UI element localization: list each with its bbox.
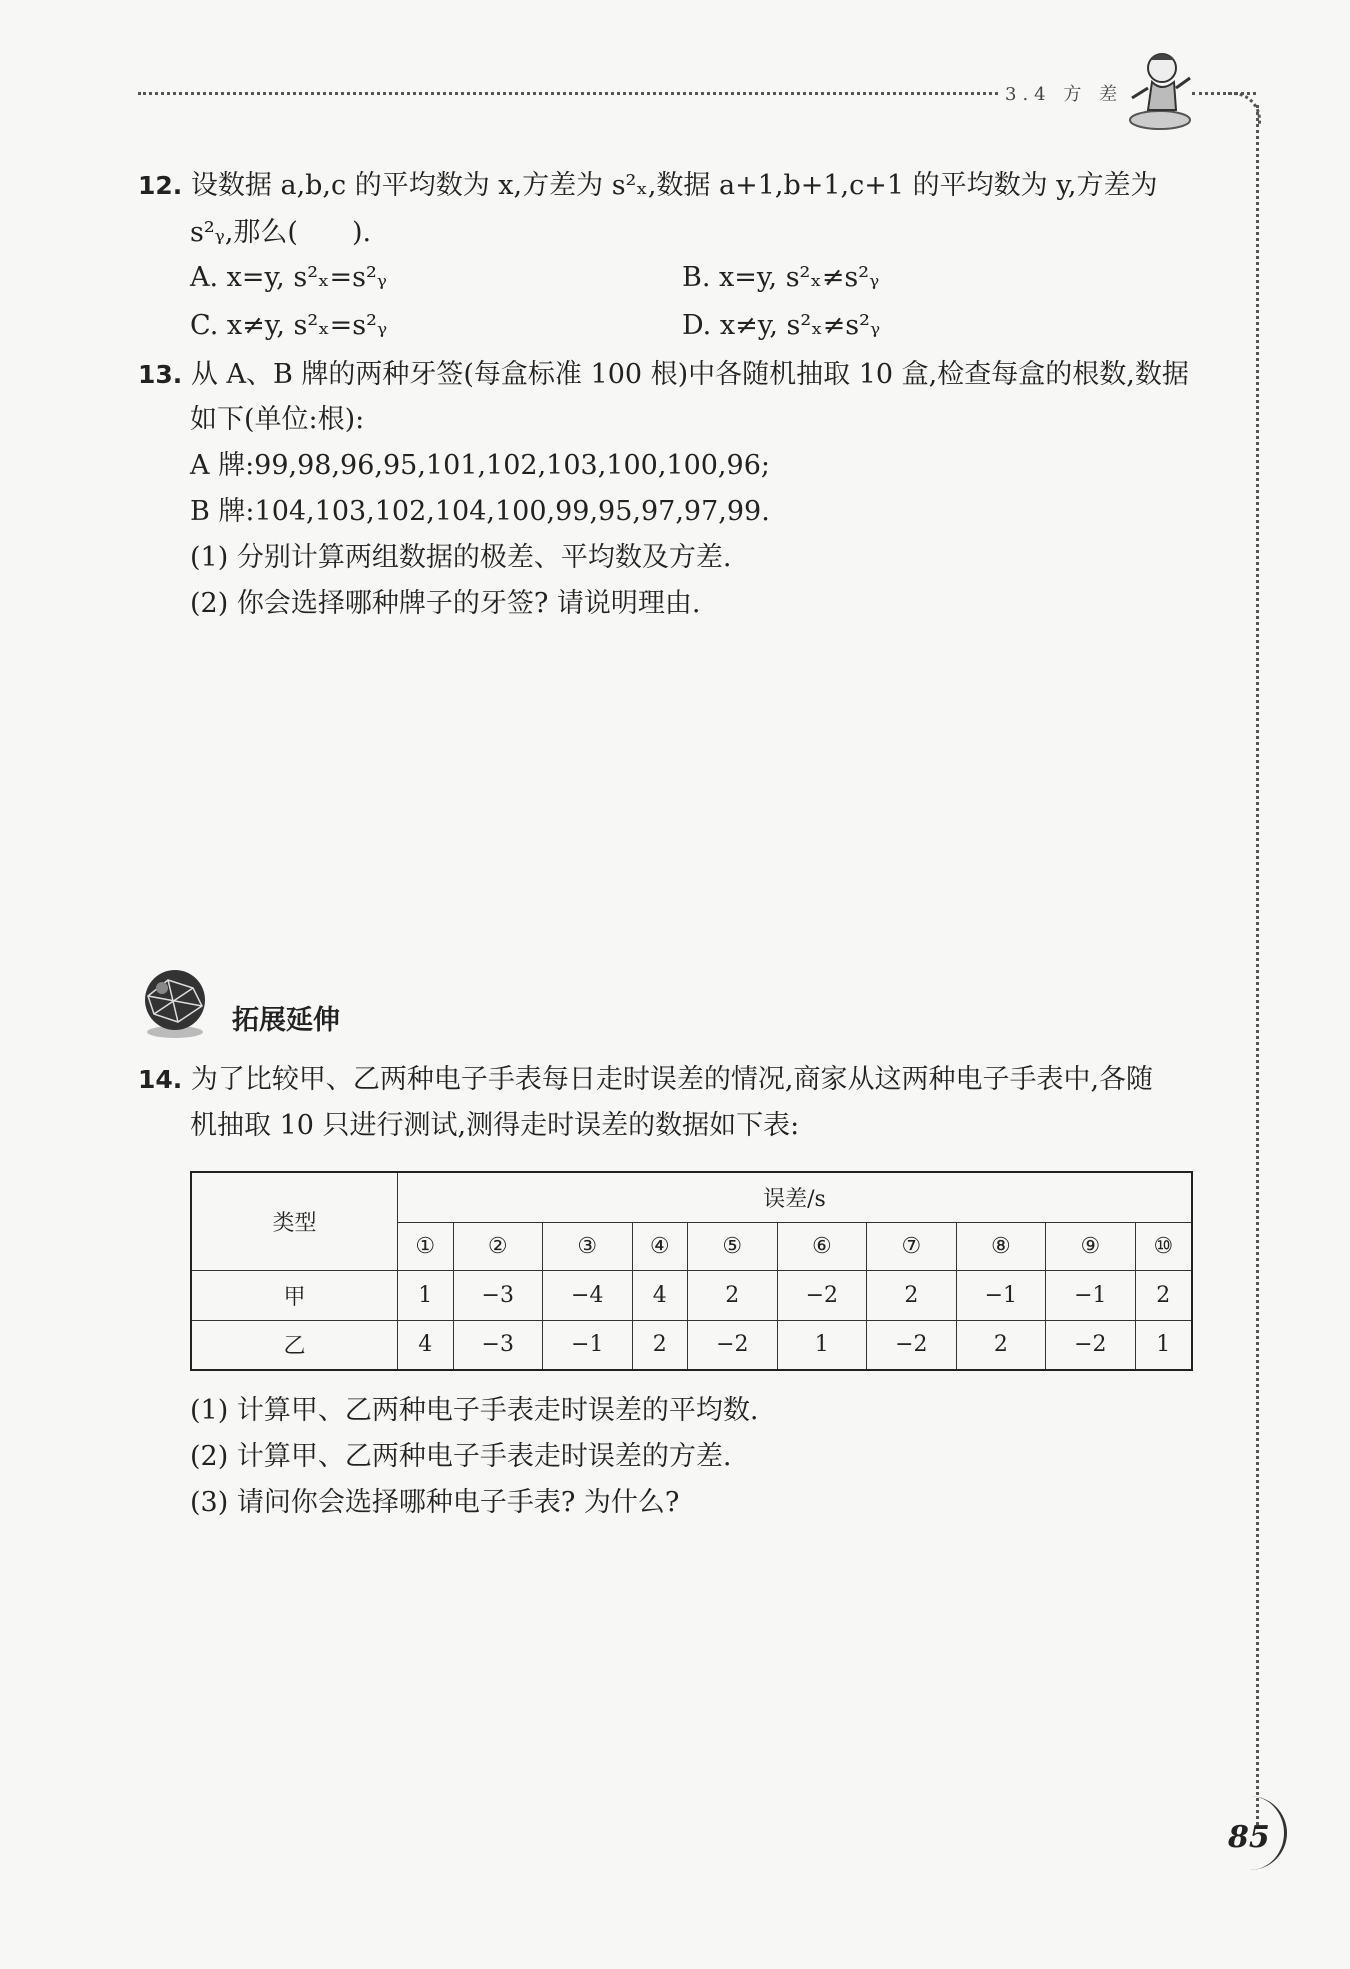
table-cell: 1 [777,1320,867,1370]
brand-b-data: B 牌:104,103,102,104,100,99,95,97,97,99. [190,496,770,527]
question-14-line1 [138,1057,1153,1103]
table-cell: 1 [398,1270,454,1320]
table-cell: −4 [543,1270,633,1320]
option-b: B. x=y, s²ₓ≠s²ᵧ [682,262,880,293]
table-row [191,1270,1192,1320]
type-header: 类型 [191,1172,398,1270]
mascot-icon [1122,48,1198,132]
question-13-line1 [138,352,1189,398]
option-c: C. x≠y, s²ₓ=s²ᵧ [190,310,388,341]
col-header: ① [398,1222,454,1270]
question-14-line2: 机抽取 10 只进行测试,测得走时误差的数据如下表: [190,1110,800,1141]
error-header: 误差/s [398,1172,1193,1222]
subquestion-1: (1) 计算甲、乙两种电子手表走时误差的平均数. [190,1395,759,1426]
question-number: 13. [138,360,183,389]
table-cell: 2 [688,1270,778,1320]
question-number: 12. [138,171,183,200]
col-header: ⑨ [1046,1222,1136,1270]
question-text: 从 A、B 牌的两种牙签(每盒标准 100 根)中各随机抽取 10 盒,检查每盒的根数,数据 [190,359,1189,390]
col-header: ④ [632,1222,688,1270]
table-cell: −2 [867,1320,957,1370]
question-13-line2: 如下(单位:根): [190,404,365,435]
question-12-line2: s²ᵧ,那么( ). [190,217,372,248]
col-header: ② [453,1222,543,1270]
table-cell: 4 [398,1320,454,1370]
globe-icon [138,966,212,1040]
col-header: ⑥ [777,1222,867,1270]
row-label: 乙 [191,1320,398,1370]
table-cell: 1 [1135,1320,1192,1370]
question-text: 为了比较甲、乙两种电子手表每日走时误差的情况,商家从这两种电子手表中,各随 [190,1064,1154,1095]
table-cell: −3 [453,1270,543,1320]
header-dotted-rule [138,92,998,95]
section-header: 3.4 方 差 [1005,84,1124,105]
table-cell: 4 [632,1270,688,1320]
table-cell: −2 [1046,1320,1136,1370]
col-header: ⑤ [688,1222,778,1270]
error-table [190,1171,1193,1371]
table-row [191,1320,1192,1370]
row-label: 甲 [191,1270,398,1320]
subquestion-3: (3) 请问你会选择哪种电子手表? 为什么? [190,1487,680,1518]
subquestion-1: (1) 分别计算两组数据的极差、平均数及方差. [190,542,732,573]
option-d: D. x≠y, s²ₓ≠s²ᵧ [682,310,881,341]
table-cell: 2 [867,1270,957,1320]
col-header: ⑩ [1135,1222,1192,1270]
table-cell: 2 [632,1320,688,1370]
col-header: ⑦ [867,1222,957,1270]
table-cell: 2 [956,1320,1046,1370]
subquestion-2: (2) 你会选择哪种牌子的牙签? 请说明理由. [190,588,701,619]
page-number: 85 [1228,1820,1270,1855]
side-dotted-rule [1256,105,1259,1825]
question-number: 14. [138,1065,183,1094]
table-cell: −1 [1046,1270,1136,1320]
subquestion-2: (2) 计算甲、乙两种电子手表走时误差的方差. [190,1441,732,1472]
table-cell: −2 [777,1270,867,1320]
brand-a-data: A 牌:99,98,96,95,101,102,103,100,100,96; [190,450,770,481]
col-header: ③ [543,1222,633,1270]
question-12-line1 [138,163,1157,209]
col-header: ⑧ [956,1222,1046,1270]
option-a: A. x=y, s²ₓ=s²ᵧ [190,262,387,293]
table-cell: −1 [543,1320,633,1370]
section-title: 拓展延伸 [232,1005,340,1036]
table-cell: −3 [453,1320,543,1370]
table-cell: 2 [1135,1270,1192,1320]
table-cell: −1 [956,1270,1046,1320]
question-text: 设数据 a,b,c 的平均数为 x,方差为 s²ₓ,数据 a+1,b+1,c+1 的平均数为 y,方差为 [190,170,1158,201]
table-cell: −2 [688,1320,778,1370]
